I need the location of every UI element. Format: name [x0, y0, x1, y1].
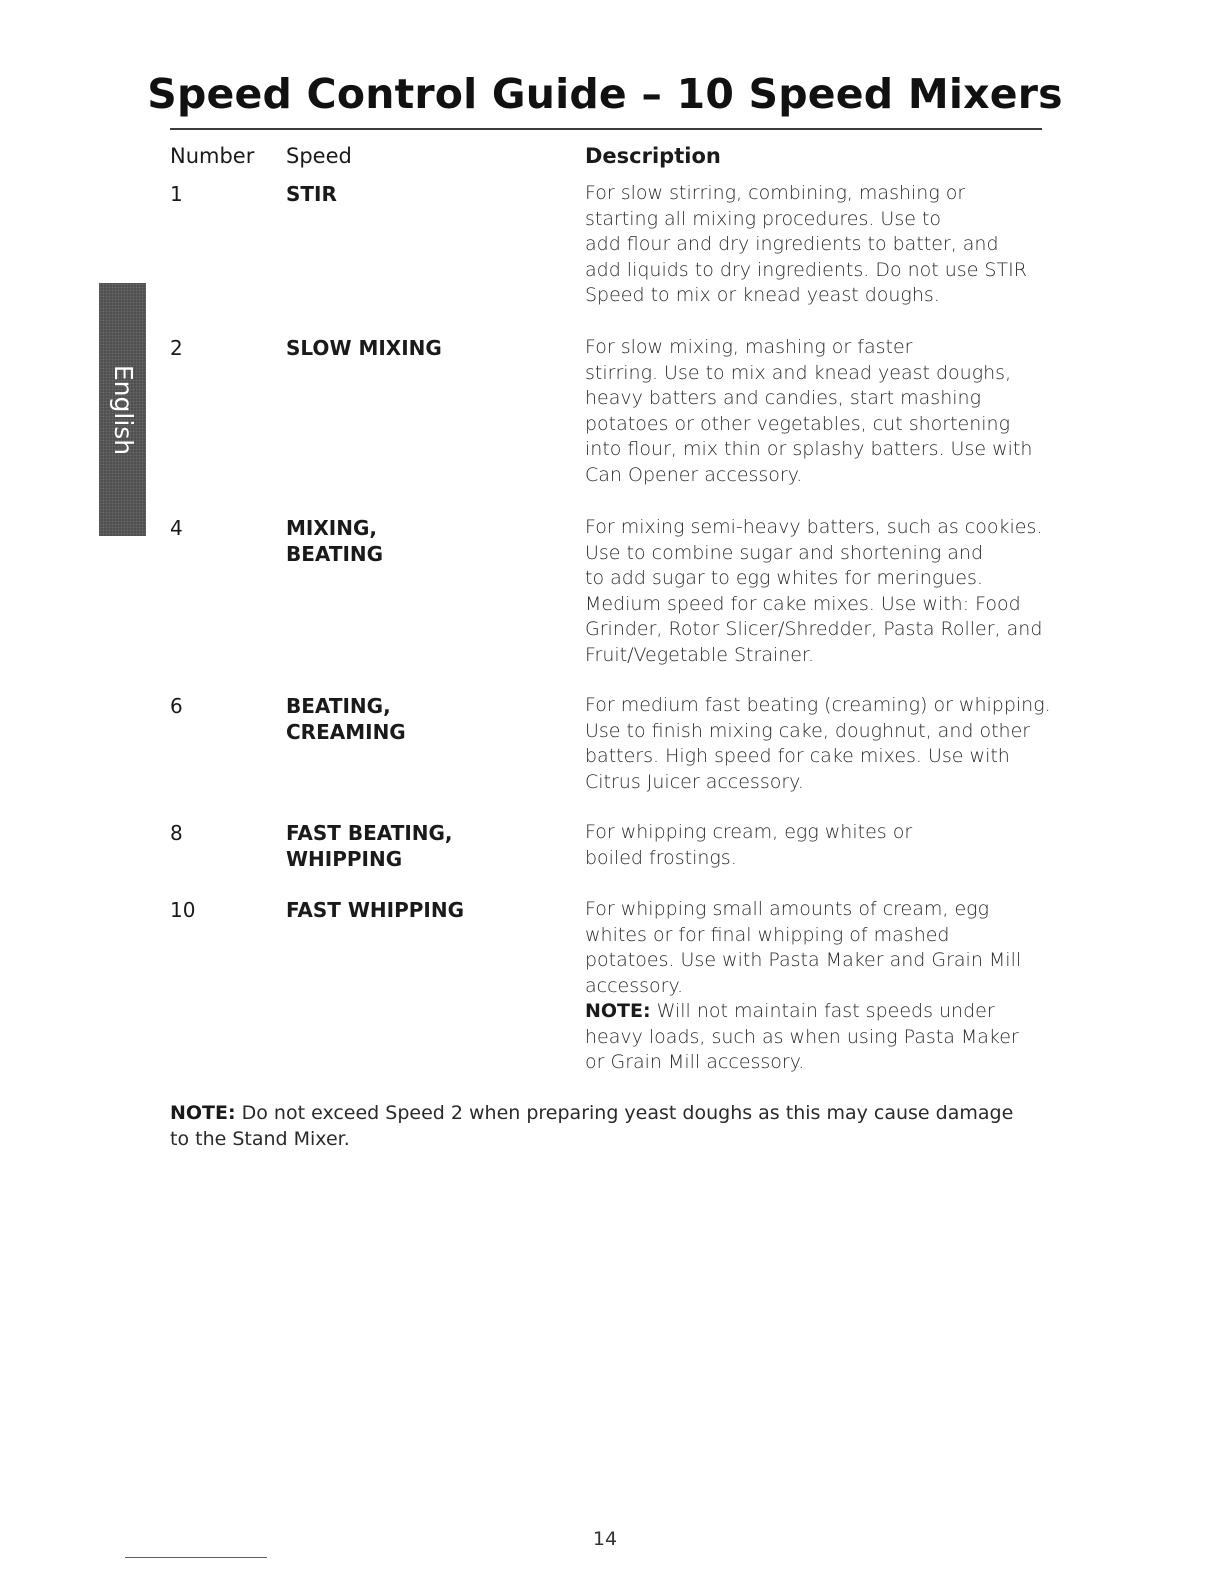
speed-number: 8 — [170, 821, 183, 845]
speed-name — [286, 897, 566, 923]
description-line: Can Opener accessory. — [585, 463, 803, 486]
speed-name — [286, 820, 566, 872]
description-line: For whipping cream, egg whites or — [585, 821, 913, 843]
header-description: Description — [585, 144, 721, 168]
speed-number: 10 — [170, 898, 196, 922]
footer-divider — [125, 1557, 267, 1558]
speed-number: 1 — [170, 182, 183, 206]
speed-name-line: CREAMING — [286, 720, 406, 744]
speed-name-line: STIR — [286, 182, 337, 206]
title-divider — [170, 128, 1042, 130]
speed-name-line: BEATING — [286, 542, 384, 566]
speed-number: 2 — [170, 336, 183, 360]
speed-description — [585, 181, 1055, 309]
speed-name-line: WHIPPING — [286, 847, 403, 871]
description-line: For mixing semi-heavy batters, such as cookies. — [585, 516, 1043, 538]
language-tab-label: English — [108, 364, 138, 455]
note-text: Do not exceed Speed 2 when preparing yeast doughs as this may cause damage — [235, 1102, 1014, 1124]
description-line: add liquids to dry ingredients. Do not use STIR — [585, 258, 1027, 281]
speed-name — [286, 693, 566, 745]
header-speed: Speed — [286, 144, 352, 168]
speed-description — [585, 335, 1055, 488]
speed-description — [585, 820, 1055, 871]
description-line: add flour and dry ingredients to batter, and — [585, 233, 999, 255]
description-line: Citrus Juicer accessory. — [585, 770, 804, 793]
speed-name-line: FAST WHIPPING — [286, 898, 465, 922]
speed-description — [585, 897, 1055, 1076]
speed-name-line: BEATING, — [286, 694, 391, 718]
note-text: Will not maintain fast speeds under — [650, 1000, 995, 1022]
page-number: 14 — [592, 1528, 618, 1550]
description-line: For slow mixing, mashing or faster — [585, 336, 913, 358]
description-line: Speed to mix or knead yeast doughs. — [585, 284, 940, 306]
note-label: NOTE: — [170, 1102, 236, 1124]
speed-name — [286, 515, 566, 567]
description-line: whites or for final whipping of mashed — [585, 923, 950, 946]
description-line: potatoes. Use with Pasta Maker and Grain Mill — [585, 949, 1022, 971]
speed-name-line: FAST BEATING, — [286, 821, 453, 845]
description-line: boiled frostings. — [585, 846, 737, 869]
description-line: heavy batters and candies, start mashing — [585, 387, 981, 409]
description-line: into flour, mix thin or splashy batters. Use with — [585, 438, 1033, 460]
row-note — [585, 999, 1055, 1025]
footer-note — [170, 1101, 1050, 1152]
language-tab — [99, 283, 146, 536]
speed-name-line: SLOW MIXING — [286, 336, 442, 360]
description-line: Grinder, Rotor Slicer/Shredder, Pasta Roller, and — [585, 618, 1043, 640]
description-line: Medium speed for cake mixes. Use with: Food — [585, 592, 1021, 615]
speed-description — [585, 693, 1055, 795]
header-number: Number — [170, 144, 255, 168]
description-line: For slow stirring, combining, mashing or — [585, 182, 966, 204]
description-line: Fruit/Vegetable Strainer. — [585, 643, 815, 666]
speed-number: 4 — [170, 516, 183, 540]
speed-description — [585, 515, 1055, 668]
speed-name — [286, 181, 566, 207]
description-line: Use to combine sugar and shortening and — [585, 541, 984, 564]
speed-number: 6 — [170, 694, 183, 718]
description-line: For medium fast beating (creaming) or whipping. — [585, 694, 1051, 716]
description-line: accessory. — [585, 974, 684, 997]
note-text: heavy loads, such as when using Pasta Maker — [585, 1025, 1019, 1048]
description-line: batters. High speed for cake mixes. Use with — [585, 745, 1010, 767]
note-text: or Grain Mill accessory. — [585, 1051, 805, 1073]
description-line: stirring. Use to mix and knead yeast doughs, — [585, 361, 1012, 384]
description-line: starting all mixing procedures. Use to — [585, 207, 942, 230]
page-title: Speed Control Guide – 10 Speed Mixers — [147, 70, 1063, 118]
description-line: Use to finish mixing cake, doughnut, and other — [585, 719, 1031, 742]
description-line: potatoes or other vegetables, cut shortening — [585, 412, 1010, 435]
description-line: to add sugar to egg whites for meringues. — [585, 567, 983, 589]
description-line: For whipping small amounts of cream, egg — [585, 898, 989, 920]
speed-name — [286, 335, 566, 361]
note-label: NOTE: — [585, 1000, 651, 1022]
speed-name-line: MIXING, — [286, 516, 377, 540]
note-text: to the Stand Mixer. — [170, 1127, 350, 1150]
